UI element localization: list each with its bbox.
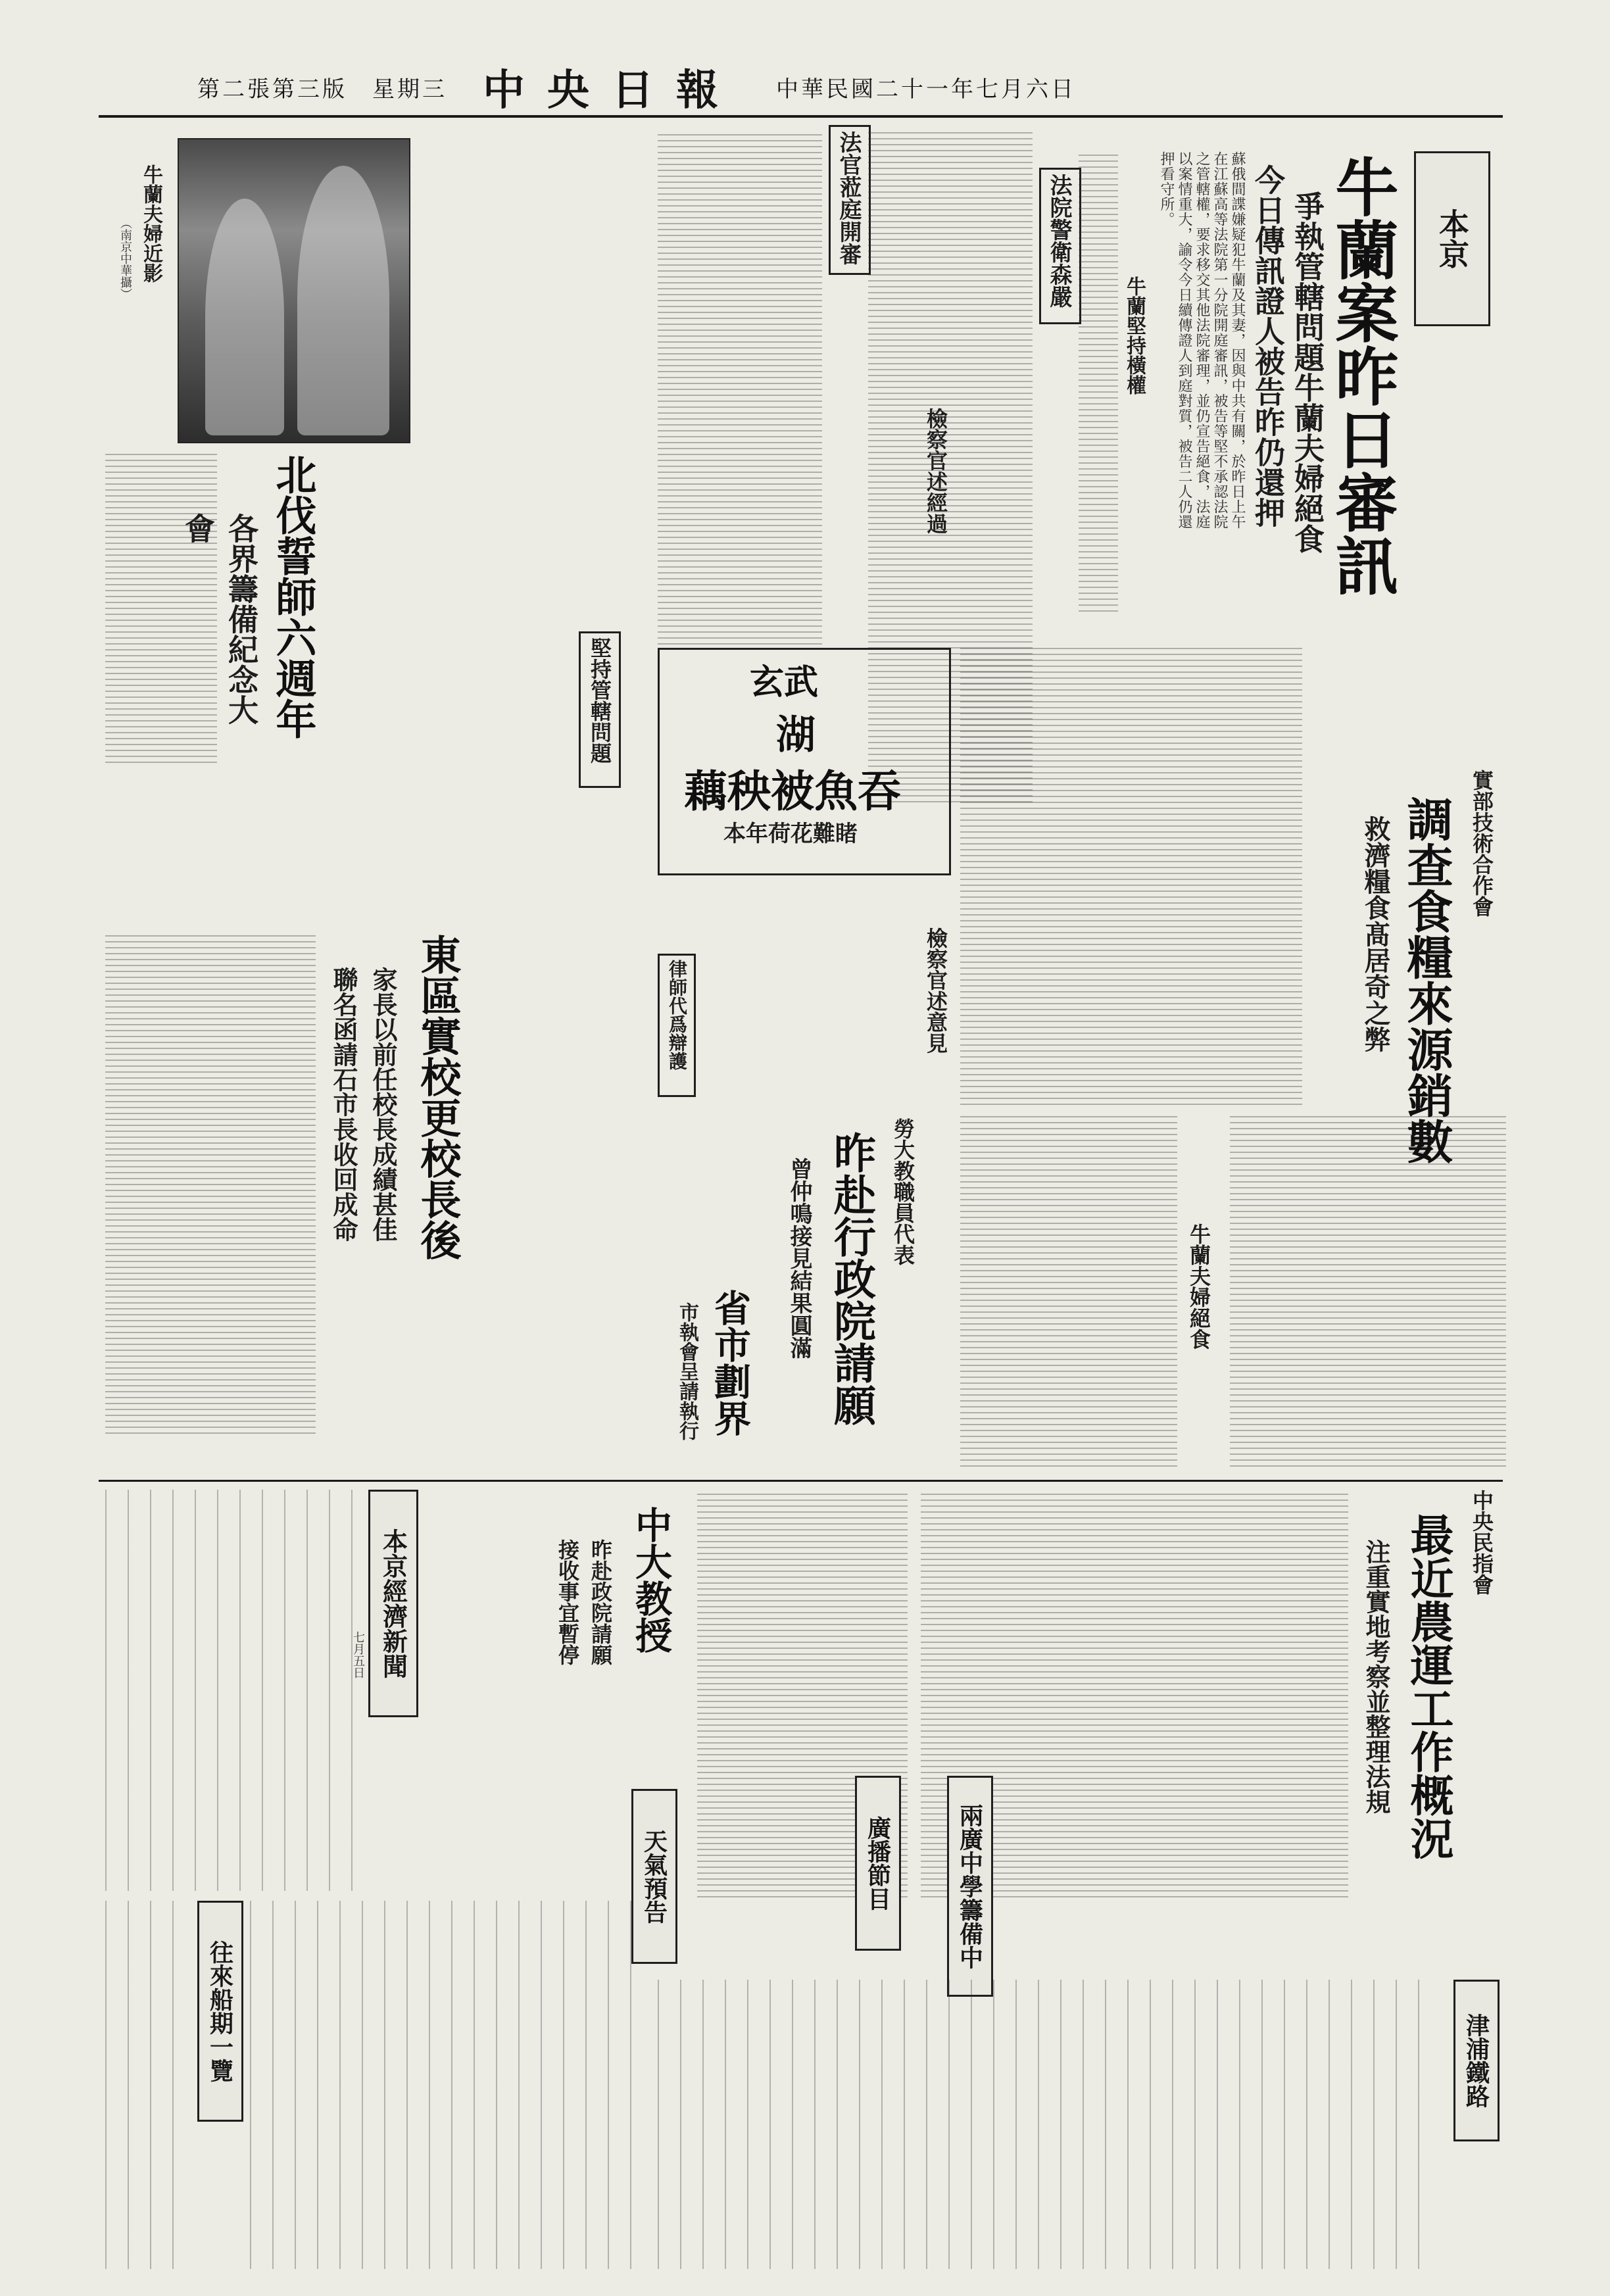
subhead-lawyer-defense: 律師代爲辯護 [658, 954, 696, 1097]
subhead-prosecutor-opinion: 檢察官述意見 [923, 927, 948, 1054]
city-headline: 省市劃界 [708, 1289, 752, 1436]
city-subheadline: 市執會呈請執行 [675, 1302, 698, 1440]
masthead-date: 中華民國二十一年七月六日 [776, 76, 1076, 103]
labor-headline: 昨赴行政院請願 [827, 1131, 876, 1426]
weather-title: 天氣預告 [631, 1789, 677, 1964]
body-text-columns [1079, 151, 1118, 612]
lotus-headline-1: 玄武 [750, 662, 819, 702]
photo-person-left [205, 199, 284, 435]
agri-subheadline: 注重實地考察並整理法規 [1361, 1539, 1391, 1814]
economy-price-table [105, 1490, 355, 1891]
main-subheadline-2: 今日傳訊證人被告昨仍還押 [1250, 164, 1286, 527]
photo-credit: （南京中華攝） [118, 217, 132, 300]
photo-person-right [297, 166, 389, 435]
food-headline: 調查食糧來源銷數 [1400, 796, 1454, 1164]
body-text-columns [960, 1111, 1177, 1467]
section-tag-local: 本京 [1414, 151, 1490, 326]
shipping-table [250, 1901, 645, 2269]
railway-title: 津浦鐵路 [1453, 1980, 1500, 2141]
subhead-court-strict: 法院警衛森嚴 [1039, 168, 1081, 324]
ccu-subheadline-2: 接收事宜暫停 [555, 1539, 580, 1665]
agri-headline: 最近農運工作概況 [1403, 1513, 1454, 1860]
subhead-niulan-hunger: 牛蘭夫婦絕食 [1186, 1223, 1211, 1350]
subhead-prosecutor-statement: 檢察官述經過 [923, 408, 948, 534]
subhead-court-open: 法官蒞庭開審 [829, 125, 871, 275]
food-kicker: 實部技術合作會 [1469, 769, 1494, 917]
school-subheadline-1: 家長以前任校長成績甚佳 [368, 967, 398, 1242]
ccu-headline: 中大教授 [629, 1506, 673, 1653]
masthead-weekday: 星期三 [372, 76, 447, 103]
lotus-headline-2: 湖 [776, 712, 816, 758]
main-headline: 牛蘭案昨日審訊 [1325, 155, 1400, 597]
school-prep-title: 兩廣中學籌備中 [947, 1776, 993, 1997]
labor-kicker: 勞大教職員代表 [890, 1118, 915, 1265]
ccu-subheadline-1: 昨赴政院請願 [588, 1539, 613, 1665]
main-subheadline-1: 爭執管轄問題牛蘭夫婦絕食 [1290, 191, 1325, 554]
body-text-columns [658, 132, 822, 645]
body-text-columns [105, 934, 316, 1434]
newspaper-name: 中央日報 [483, 66, 741, 115]
labor-subheadline: 曾仲鳴接見結果圓滿 [786, 1158, 812, 1359]
lower-section-rule [99, 1480, 1503, 1482]
lotus-subheadline: 本年荷花難睹 [723, 821, 858, 847]
photo-caption: 牛蘭夫婦近影 [139, 164, 162, 283]
shipping-table [105, 1901, 191, 2269]
memorial-subheadline: 各界籌備紀念大會 [180, 513, 259, 725]
subhead-jurisdiction: 堅持管轄問題 [579, 631, 621, 788]
broadcast-title: 廣播節目 [855, 1776, 901, 1951]
memorial-headline: 北伐誓師六週年 [269, 454, 317, 739]
school-headline: 東區實校更校長後 [414, 934, 462, 1260]
lotus-headline-3: 藕秧被魚吞 [684, 766, 901, 817]
economy-title: 本京經濟新聞 [368, 1490, 418, 1717]
masthead [197, 66, 1486, 115]
school-subheadline-2: 聯名函請石市長收回成命 [329, 967, 358, 1242]
food-subheadline: 救濟糧食髙居奇之弊 [1360, 816, 1391, 1052]
body-text-columns [105, 454, 217, 763]
body-text-columns [1230, 1111, 1506, 1467]
railway-timetable [658, 1980, 1440, 2269]
masthead-section: 第二張第三版 [197, 76, 347, 103]
shipping-title: 往來船期一覽 [197, 1901, 243, 2122]
agri-kicker: 中央民指會 [1469, 1490, 1494, 1595]
economy-date: 七月五日 [351, 1631, 365, 1678]
main-body: 蘇俄間諜嫌疑犯牛蘭及其妻，因與中共有關，於昨日上午在江蘇高等法院第一分院開庭審訊，被告等堅不承認法院之管轄權，要求移交其他法院審理，並仍宣告絕食，法庭以案情重大，諭令今日續傳證人到庭對質，被告二人仍還押看守所。 [1158, 151, 1246, 529]
body-text-columns [960, 645, 1302, 1105]
subhead-niulan-stance: 牛蘭堅持橫權 [1123, 276, 1146, 395]
photo-niulan-couple [178, 138, 410, 443]
masthead-rule [99, 115, 1503, 118]
